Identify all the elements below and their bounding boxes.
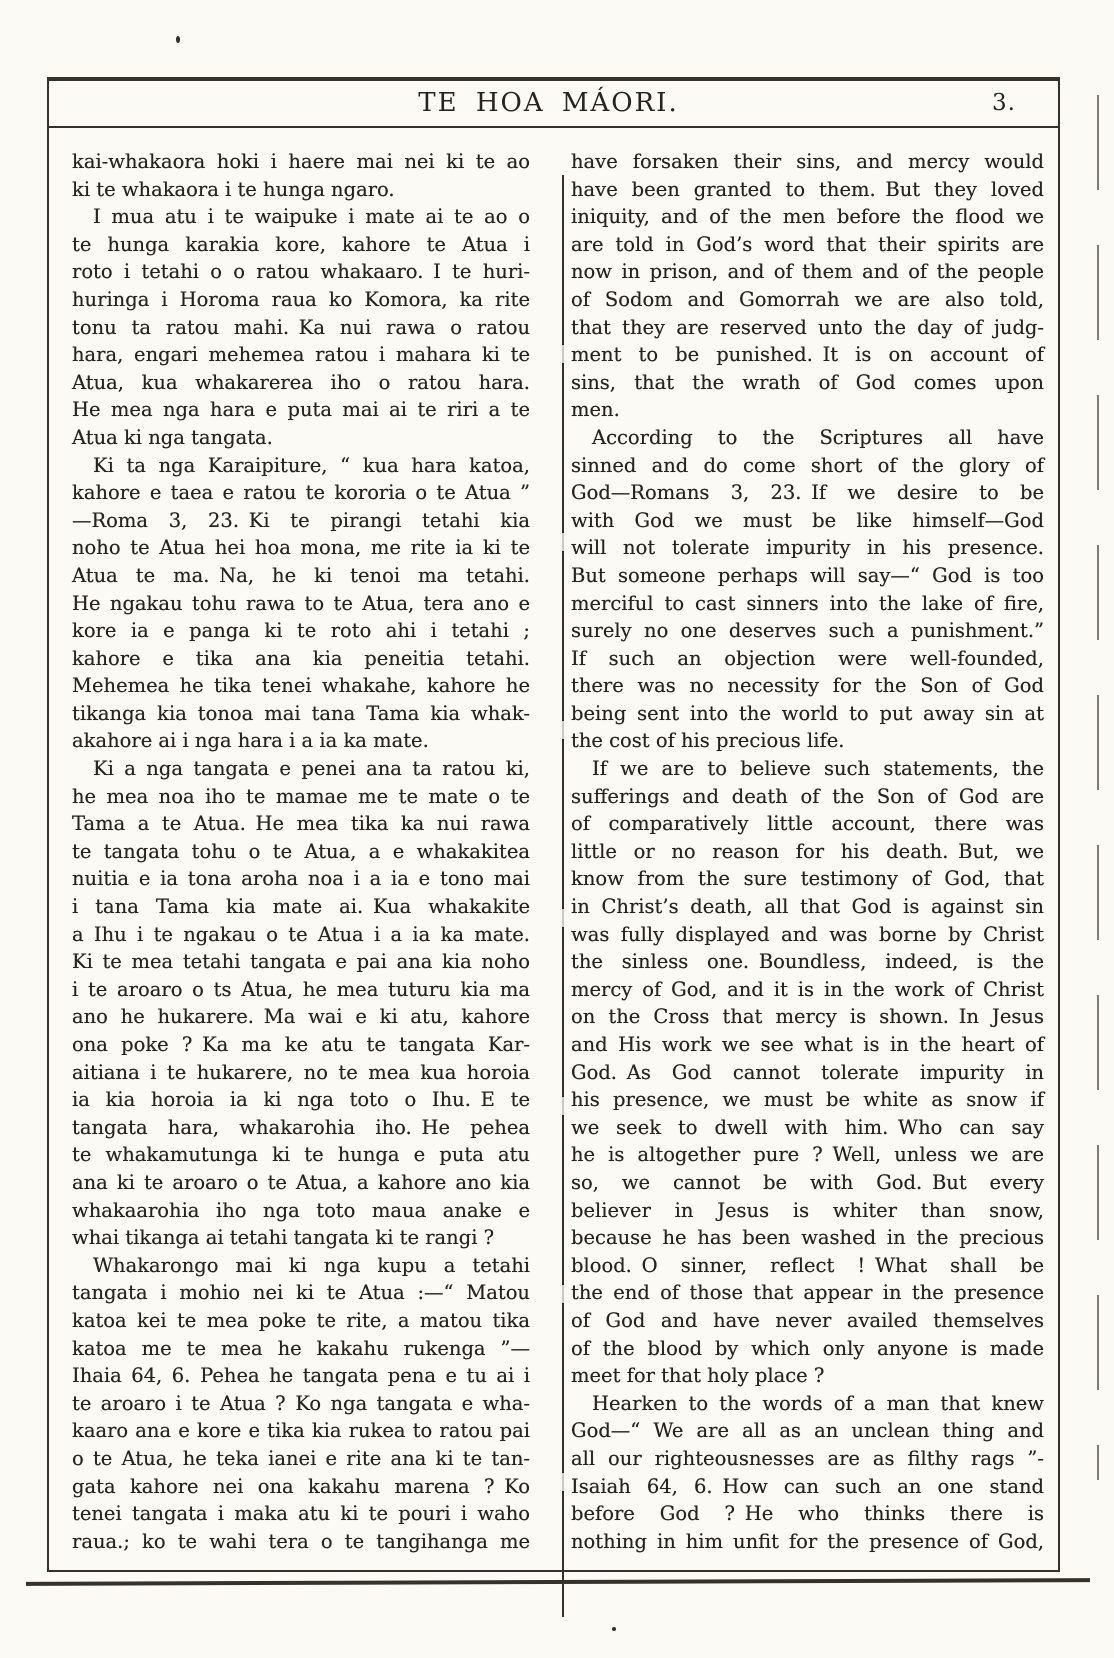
text-line: gata kahore nei ona kakahu marena ? Ko	[72, 1474, 530, 1498]
text-line: I mua atu i te waipuke i mate ai te ao o	[93, 205, 530, 229]
text-line: Ihaia 64, 6. Pehea he tangata pena e tu ai i	[72, 1364, 530, 1388]
page-number: 3.	[992, 90, 1016, 116]
text-line: God—“ We are all as an unclean thing and	[571, 1419, 1044, 1443]
text-line: blood. O sinner, reflect ! What shall be	[571, 1253, 1044, 1277]
text-line: ana ki te aroaro o te Atua, a kahore ano kia	[72, 1170, 530, 1194]
text-line: being sent into the world to put away sin at	[571, 701, 1044, 725]
text-line: He mea nga hara e puta mai ai te riri a te	[72, 398, 530, 422]
text-line: are told in God’s word that their spirits are	[571, 232, 1044, 256]
text-line: merciful to cast sinners into the lake of fire,	[571, 591, 1044, 615]
column-left	[72, 148, 530, 1555]
text-line: we seek to dwell with him. Who can say	[571, 1115, 1044, 1139]
text-line: God. As God cannot tolerate impurity in	[571, 1060, 1044, 1084]
text-line: te whakamutunga ki te hunga e puta atu	[72, 1143, 530, 1167]
text-line: If such an objection were well-founded,	[571, 646, 1044, 670]
text-line: huringa i Horoma raua ko Komora, ka rite	[72, 287, 530, 311]
text-line: he is altogether pure ? Well, unless we are	[571, 1143, 1044, 1167]
text-line: o te Atua, he teka ianei e rite ana ki te tan-	[72, 1446, 530, 1470]
text-line: Atua, kua whakarerea iho o ratou hara.	[72, 370, 530, 394]
text-line: nothing in him unfit for the presence of God,	[571, 1529, 1044, 1553]
text-line: te hunga karakia kore, kahore te Atua i	[72, 232, 530, 256]
text-line: tangata hara, whakarohia iho. He pehea	[72, 1115, 530, 1139]
text-line: because he has been washed in the precious	[571, 1226, 1044, 1250]
text-line: ment to be punished. It is on account of	[571, 343, 1044, 367]
text-line: te aroaro i te Atua ? Ko nga tangata e wha-	[72, 1391, 530, 1415]
scan-edge-artifact	[1097, 95, 1099, 1480]
masthead-title: TE HOA MÁORI.	[418, 88, 679, 118]
text-line: iniquity, and of the men before the flood we	[571, 205, 1044, 229]
masthead	[49, 81, 1058, 128]
text-line: a Ihu i te ngakau o te Atua i a ia ka mate.	[72, 922, 530, 946]
text-line: Atua ki nga tangata.	[72, 425, 273, 449]
text-line: now in prison, and of them and of the people	[571, 260, 1044, 284]
text-line: whai tikanga ai tetahi tangata ki te rangi ?	[72, 1226, 495, 1250]
text-line: tenei tangata i maka atu ki te pouri i waho	[72, 1502, 530, 1526]
text-line: mercy of God, and it is in the work of Christ	[571, 977, 1044, 1001]
text-line: aitiana i te hukarere, no te mea kua horoia	[72, 1060, 530, 1084]
text-line: katoa me te mea he kakahu rukenga ”—	[72, 1336, 530, 1360]
text-line: noho te Atua hei hoa mona, me rite ia ki te	[72, 536, 530, 560]
text-line: know from the sure testimony of God, that	[571, 867, 1044, 891]
text-line: kahore e taea e ratou te kororia o te Atua ”	[72, 481, 530, 505]
text-line: of the blood by which only anyone is made	[571, 1336, 1044, 1360]
text-line: was fully displayed and was borne by Christ	[571, 922, 1044, 946]
text-line: ki te whakaora i te hunga ngaro.	[72, 177, 395, 201]
ink-speck	[612, 1627, 616, 1631]
text-line: Tama a te Atua. He mea tika ka nui rawa	[72, 812, 530, 836]
text-line: If we are to believe such statements, the	[592, 757, 1044, 781]
text-line: But someone perhaps will say—“ God is too	[571, 563, 1044, 587]
text-line: tonu ta ratou mahi. Ka nui rawa o ratou	[72, 315, 530, 339]
text-line: surely no one deserves such a punishment.”	[571, 619, 1044, 643]
text-line: Isaiah 64, 6. How can such an one stand	[571, 1474, 1044, 1498]
text-line: sinned and do come short of the glory of	[571, 453, 1044, 477]
text-line: of God and have never availed themselves	[571, 1308, 1044, 1332]
text-line: sufferings and death of the Son of God are	[571, 784, 1044, 808]
text-line: raua.; ko te wahi tera o te tangihanga me	[72, 1529, 530, 1553]
text-line: that they are reserved unto the day of judg-	[571, 315, 1044, 339]
text-line: According to the Scriptures all have	[592, 425, 1044, 449]
bottom-border-rule	[26, 1578, 1090, 1586]
text-line: meet for that holy place ?	[571, 1364, 825, 1388]
text-line: tangata i mohio nei ki te Atua :—“ Matou	[72, 1281, 530, 1305]
text-line: —Roma 3, 23. Ki te pirangi tetahi kia	[72, 508, 530, 532]
text-line: hara, engari mehemea ratou i mahara ki te	[72, 343, 530, 367]
text-line: on the Cross that mercy is shown. In Jesus	[571, 1005, 1044, 1029]
text-line: the cost of his precious life.	[571, 729, 845, 753]
text-line: Ki te mea tetahi tangata e pai ana kia noho	[72, 950, 530, 974]
text-line: the sinless one. Boundless, indeed, is the	[571, 950, 1044, 974]
text-line: Mehemea he tika tenei whakahe, kahore he	[72, 674, 530, 698]
text-line: and His work we see what is in the heart of	[571, 1033, 1044, 1056]
text-line: kahore e tika ana kia peneitia tetahi.	[72, 646, 530, 670]
text-line: Whakarongo mai ki nga kupu a tetahi	[93, 1253, 530, 1277]
text-line: there was no necessity for the Son of God	[571, 674, 1044, 698]
text-line: he mea noa iho te mamae me te mate o te	[72, 784, 530, 808]
text-line: men.	[571, 398, 620, 422]
text-columns	[49, 128, 1058, 1555]
text-line: believer in Jesus is whiter than snow,	[571, 1198, 1044, 1222]
text-line: Atua te ma. Na, he ki tenoi ma tetahi.	[72, 563, 530, 587]
text-line: kai-whakaora hoki i haere mai nei ki te ao	[72, 150, 530, 173]
text-line: sins, that the wrath of God comes upon	[571, 370, 1044, 394]
text-line: have forsaken their sins, and mercy would	[571, 150, 1044, 173]
text-line: nuitia e ia tona aroha noa i a ia e tono mai	[72, 867, 530, 891]
text-line: with God we must be like himself—God	[571, 508, 1044, 532]
text-line: i tana Tama kia mate ai. Kua whakakite	[72, 895, 530, 919]
text-line: God—Romans 3, 23. If we desire to be	[571, 481, 1044, 505]
text-line: so, we cannot be with God. But every	[571, 1170, 1044, 1194]
column-divider-rule	[562, 175, 564, 1617]
text-line: the end of those that appear in the presence	[571, 1281, 1044, 1305]
text-line: little or no reason for his death. But, we	[571, 839, 1044, 863]
text-line: his presence, we must be white as snow if	[571, 1088, 1044, 1112]
text-line: ano he hukarere. Ma wai e ki atu, kahore	[72, 1005, 530, 1029]
text-line: Ki a nga tangata e penei ana ta ratou ki,	[93, 757, 530, 781]
text-line: will not tolerate impurity in his presence.	[571, 536, 1044, 560]
text-line: ona poke ? Ka ma ke atu te tangata Kar-	[72, 1033, 530, 1056]
page-frame	[47, 77, 1060, 1572]
text-line: of Sodom and Gomorrah we are also told,	[571, 287, 1044, 311]
text-line: He ngakau tohu rawa to te Atua, tera ano e	[72, 591, 530, 615]
text-line: te tangata tohu o te Atua, a e whakakitea	[72, 839, 530, 863]
text-line: before God ? He who thinks there is	[571, 1502, 1044, 1526]
ink-speck	[176, 36, 180, 43]
text-line: kaaro ana e kore e tika kia rukea to ratou pai	[72, 1419, 530, 1443]
text-line: Ki ta nga Karaipiture, “ kua hara katoa,	[93, 453, 530, 477]
text-line: kore ia e panga ki te roto ahi i tetahi ;	[72, 619, 530, 643]
column-right	[571, 148, 1044, 1555]
text-line: whakaarohia iho nga toto maua anake e	[72, 1198, 530, 1222]
text-line: Hearken to the words of a man that knew	[592, 1391, 1044, 1415]
text-line: of comparatively little account, there was	[571, 812, 1044, 836]
text-line: have been granted to them. But they loved	[571, 177, 1044, 201]
text-line: katoa kei te mea poke te rite, a matou tika	[72, 1308, 530, 1332]
text-line: i te aroaro o ts Atua, he mea tuturu kia ma	[72, 977, 530, 1001]
text-line: akahore ai i nga hara i a ia ka mate.	[72, 729, 429, 753]
text-line: tikanga kia tonoa mai tana Tama kia whak-	[72, 701, 530, 725]
text-line: ia kia horoia ia ki nga toto o Ihu. E te	[72, 1088, 530, 1112]
text-line: roto i tetahi o o ratou whakaaro. I te huri-	[72, 260, 530, 284]
text-line: all our righteousnesses are as filthy rags ”-	[571, 1446, 1044, 1470]
text-line: in Christ’s death, all that God is against sin	[571, 895, 1044, 919]
